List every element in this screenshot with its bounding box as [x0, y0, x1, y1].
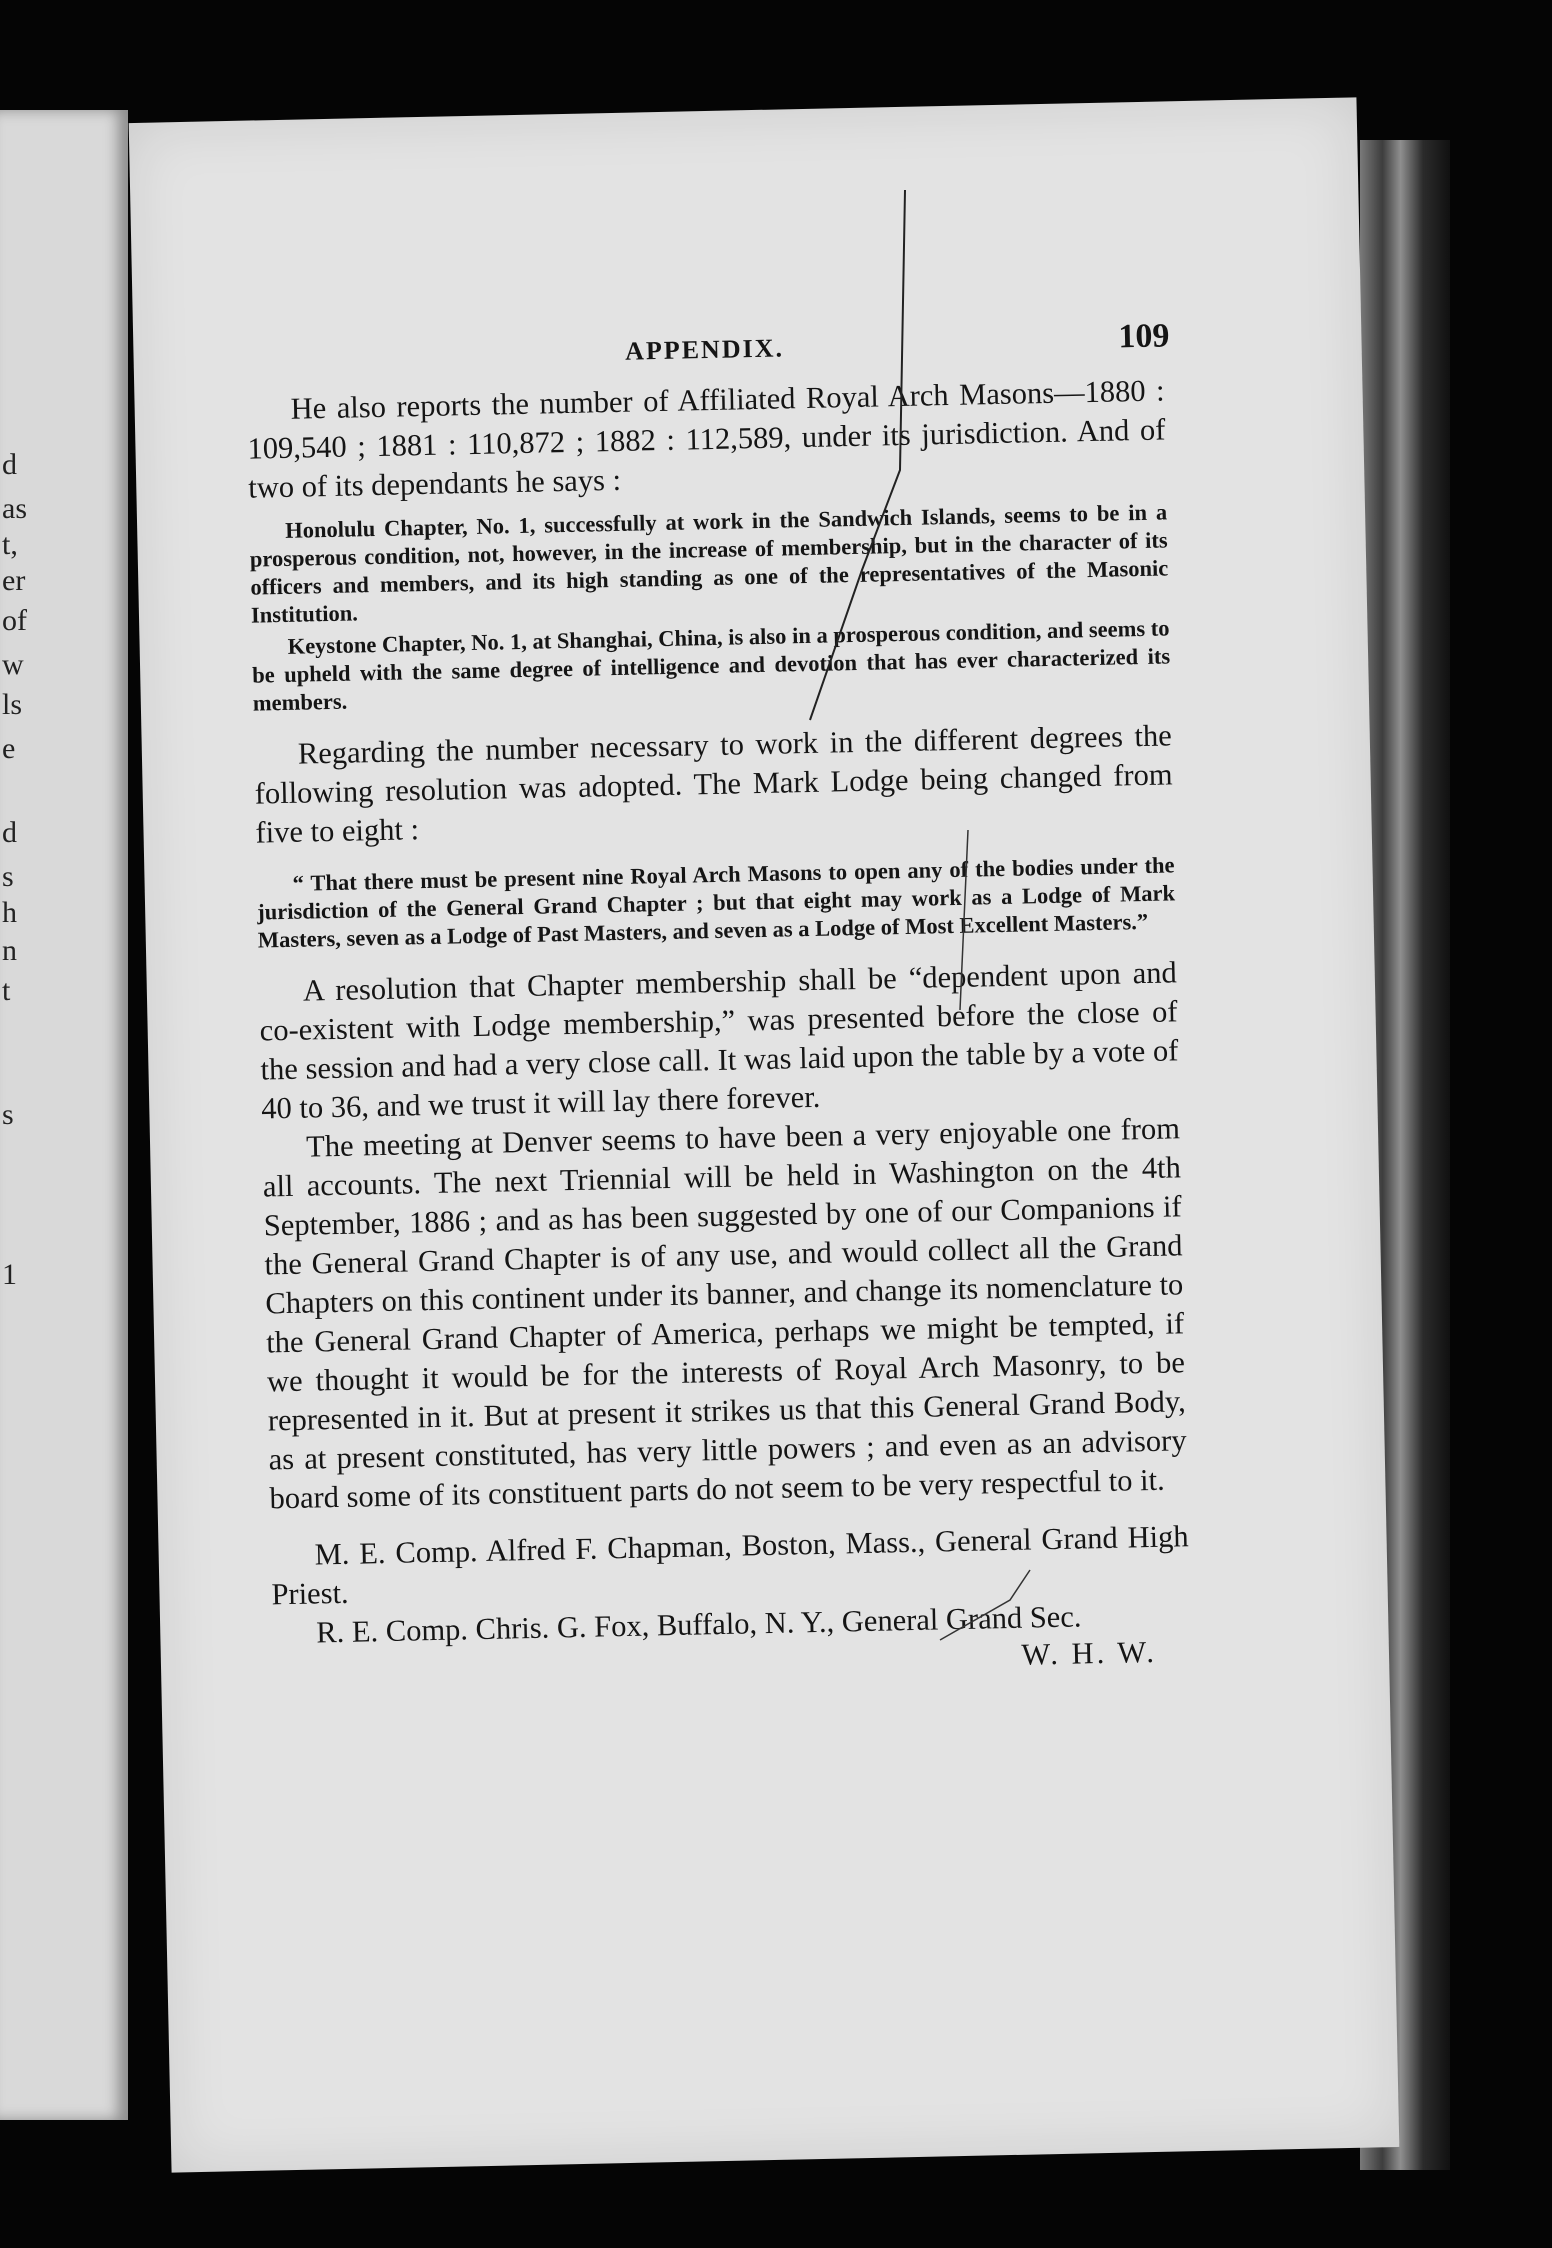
running-head: APPENDIX. [624, 333, 785, 366]
left-page-fragment: t, [2, 528, 18, 561]
paragraph-affiliated-masons: He also reports the number of Affiliated Royal Arch Masons—1880 : 109,540 ; 1881 : 110,872 ; 1882 : 112,589, under its jurisdiction. And of two of its dependants he says : [247, 373, 1166, 505]
book-page [129, 97, 1400, 2172]
quote-keystone-chapter: Keystone Chapter, No. 1, at Shanghai, China, is also in a prosperous condition, and seems to be upheld with the same degree of intelligence and devotion that has ever characterized its members. [251, 615, 1171, 716]
left-page-fragment: s [2, 1098, 14, 1131]
paragraph-general-grand-secretary: R. E. Comp. Chris. G. Fox, Buffalo, N. Y., General Grand Sec. [315, 1599, 1082, 1650]
left-page-fragment: n [2, 934, 17, 967]
quote-resolution: “ That there must be present nine Royal Arch Masons to open any of the bodies under the jurisdiction of the General Grand Chapter ; but that eight may work as a Lodge of Mark Masters, seven as a Lodge of Past Masters, and seven as a Lodge of Most Excellent Masters.” [256, 852, 1176, 953]
quote-honolulu-chapter: Honolulu Chapter, No. 1, successfully at work in the Sandwich Islands, seems to be in a prosperous condition, not, however, in the increase of membership, but in the character of its officers and members, and its high standing as one of the representatives of the Masonic Institution. [249, 499, 1169, 628]
paragraph-resolution-intro: Regarding the number necessary to work in the different degrees the following resolution was adopted. The Mark Lodge being changed from five to eight : [254, 718, 1173, 850]
left-page-edge [0, 110, 128, 2120]
left-page-fragment: as [2, 492, 27, 525]
page-text-block [245, 317, 1191, 1688]
paragraph-chapter-membership: A resolution that Chapter membership shall be “dependent upon and co-existent with Lodge membership,” was presented before the close of the session and had a very close call. It was laid upon the table by a vote of 40 to 36, and we trust it will lay there forever. [259, 955, 1179, 1126]
page-number: 109 [1117, 317, 1170, 356]
paragraph-denver-meeting: The meeting at Denver seems to have been a very enjoyable one from all accounts. The next Triennial will be held in Washington on the 4th September, 1886 ; and as has been suggested by one of our Companions if the General Grand Chapter is of any use, and would collect all the Grand Chapters on this continent under its banner, and change its nomenclature to the General Grand Chapter of America, perhaps we might be tempted, if we thought it would be for the interests of Royal Arch Masonry, to be represented in it. But at present it strikes us that this General Grand Body, as at present constituted, has very little powers ; and even as an advisory board some of its constituent parts do not seem to be very respectful to it. [262, 1111, 1187, 1516]
left-page-fragment: t [2, 974, 11, 1007]
left-page-fragment: 1 [2, 1258, 17, 1291]
left-page-fragment: ls [2, 688, 23, 721]
left-page-fragment: w [2, 648, 24, 681]
left-page-fragment: e [2, 732, 16, 765]
left-page-fragment: d [2, 448, 17, 481]
left-page-fragment: of [2, 604, 27, 637]
left-page-fragment: er [2, 564, 26, 597]
signature-initials: W. H. W. [1021, 1634, 1158, 1672]
paragraph-general-grand-high-priest: M. E. Comp. Alfred F. Chapman, Boston, Mass., General Grand High Priest. [271, 1519, 1189, 1612]
left-page-fragment: d [2, 816, 17, 849]
left-page-fragment: s [2, 860, 14, 893]
left-page-fragment: h [2, 896, 17, 929]
